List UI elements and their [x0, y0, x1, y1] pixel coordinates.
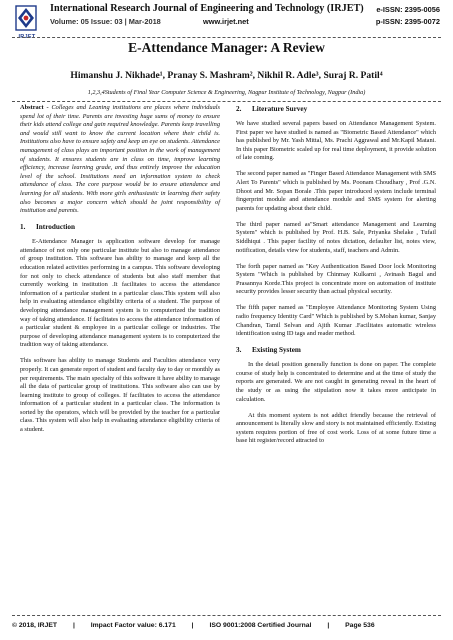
abstract-text: Colleges and Leaning institutions are places where individuals spend lot of their time. Parents are investing huge sums of money to ensure their kids attend college and gain required knowledge. Parents keep travelling and would still want to know the current location where their child is. Institutions also have to ensure safety and keep an eye on students. Attendance management of class plays an important position in the work of management of students. It ensures students are in class on time, improve learning efficiency, increase learning grade, and thus entirely improve the education level of the school. Institutions need an information system to check attendance of class. The core purpose would be to ensure attendance and learning for all students. With more girls enthusiastic in learning their safety also becomes a major concern which should be joint responsibility of institution and parents. [20, 104, 220, 215]
footer-copyright: © 2018, IRJET [12, 622, 58, 629]
literature-paragraph: The third paper named as"Smart attendance Management and Learning System" which is published by Prof. H.B. Sale, Priyanka Shelake , Tufail Siddhiqui . This paper facility of notes dictation, defaulter list, notes view, notification, details view for students, staff, teachers and Admin. [236, 220, 436, 254]
paper-title: E-Attendance Manager: A Review [128, 40, 325, 55]
section-heading-introduction: 1. Introduction [20, 223, 76, 232]
footer-separator: | [191, 622, 194, 629]
p-issn: p-ISSN: 2395-0072 [375, 17, 440, 26]
literature-paragraph: The forth paper named as "Key Authentication Based Door lock Monitoring System "Which is published by Chinmay Kulkarni , Avinash Bagul and Prasannya Korde.This project is concentrate more on automation of institute security provides lesser security than actual physical security. [236, 262, 436, 296]
footer-iso: ISO 9001:2008 Certified Journal [209, 622, 312, 629]
footer-separator: | [327, 622, 330, 629]
abstract-label: Abstract - [20, 104, 49, 111]
introduction-paragraph: This software has ability to manage Students and Faculties attendance very properly. It can generate report of student and faculty day to day or monthly as per requirements. The main specialty of this software it have ability to manage all the data of particular group of institutions. This software also can use by learning institute to group of colleges. If facilitates to access the attendance information of a particular student in a particular class. The information is sorted by the operators, which will be provided by the teacher for a particular class. This system will also help in evaluating attendance eligibility criteria of a student. [20, 357, 220, 434]
journal-header [0, 0, 453, 38]
footer-page-number: Page 536 [345, 622, 375, 629]
section-heading-literature-survey: 2. Literature Survey [236, 105, 308, 113]
introduction-paragraph: E-Attendance Manager is application software develop for manage attendance of not only one particular institute but also to manage attendance of group institution. This software has ability to manage and keep all the education related activities performing in a campus. This software developing for not only to check attendance of students but also staff member that currently working in institution .It facilitates to access the attendance information of a particular student in a particular class.This system will also help in evaluating attendance eligibility criteria of a student. The purpose of developing attendance management system is to computerized the tradition way of taking attendance. If facilitates to access the attendance information of a particular student & employee in a particular college or industries. The purpose of developing attendance management system is to computerized the tradition way of taking attendance. [20, 238, 220, 349]
logo-wordmark: IRJET [18, 34, 36, 40]
journal-logo-icon [14, 4, 38, 34]
journal-name: International Research Journal of Engineering and Technology (IRJET) [50, 3, 364, 14]
header-divider [12, 37, 441, 38]
footer-impact-factor: Impact Factor value: 6.171 [90, 622, 176, 629]
literature-paragraph: The fifth paper named as "Employee Attendance Monitoring System Using radio frequency Identity Card" Which is published by S.Mohan kumar, Sanjay Chandran, Tamil Selvan and Ajith Kumar .Facilitates automatic wireless identification using ID tags and reader method. [236, 304, 436, 338]
e-issn: e-ISSN: 2395-0056 [376, 5, 440, 14]
abstract [20, 104, 220, 216]
literature-paragraph: The second paper named as "Finger Based Attendance Management with SMS Alert To Parents" which is published by Ms. Poonam Choudhary , Prof .G.N. Dhoot and Mr. Sopan Borale .This paper introduced system include terminal fingerprint module and attendance module and SMS system for alerting parents for updating about their child. [236, 170, 436, 212]
journal-website-link[interactable]: www.irjet.net [203, 17, 249, 26]
existing-system-paragraph: In the detail position generally function is done on paper. The complete course of study help is concentrated to determine and at the time of study the reports are generated. We are not caught in generating reveal in the heart of the study or as using the stipulation now it takes more anticipate in calculation. [236, 361, 436, 403]
existing-system-paragraph: At this moment system is not addict friendly because the retrieval of announcement is literally slow and story is not maintained efficiently. Existing system requires portion of free of cost work. Loss of at some future time a base hit register/record attracted to [236, 411, 436, 445]
page-footer [12, 622, 441, 629]
footer-separator: | [72, 622, 75, 629]
footer-divider [12, 615, 441, 616]
right-column [236, 104, 436, 453]
author-list: Himanshu J. Nikhade¹, Pranay S. Mashram², Nikhil R. Adle³, Suraj R. Patil⁴ [70, 70, 383, 81]
section-heading-existing-system: 3. Existing System [236, 346, 301, 355]
literature-paragraph: We have studied several papers based on Attendance Management System. First paper we have studied is named as "Biometric Based Attendance" which has published by Mr. Yash Mittal, Ms. Prachi Aggrawal and Mr.Kapil Matani. In this paper Biometric scaled up for real time deployment, it provide solution of late coming. [236, 120, 436, 162]
title-divider [12, 101, 441, 102]
volume-issue: Volume: 05 Issue: 03 | Mar-2018 [50, 17, 161, 26]
left-column [20, 104, 220, 442]
author-affiliation: 1,2,3,4Students of Final Year Computer Science & Engineering, Nagpur Institute of Technology, Nagpur (India) [87, 89, 366, 96]
